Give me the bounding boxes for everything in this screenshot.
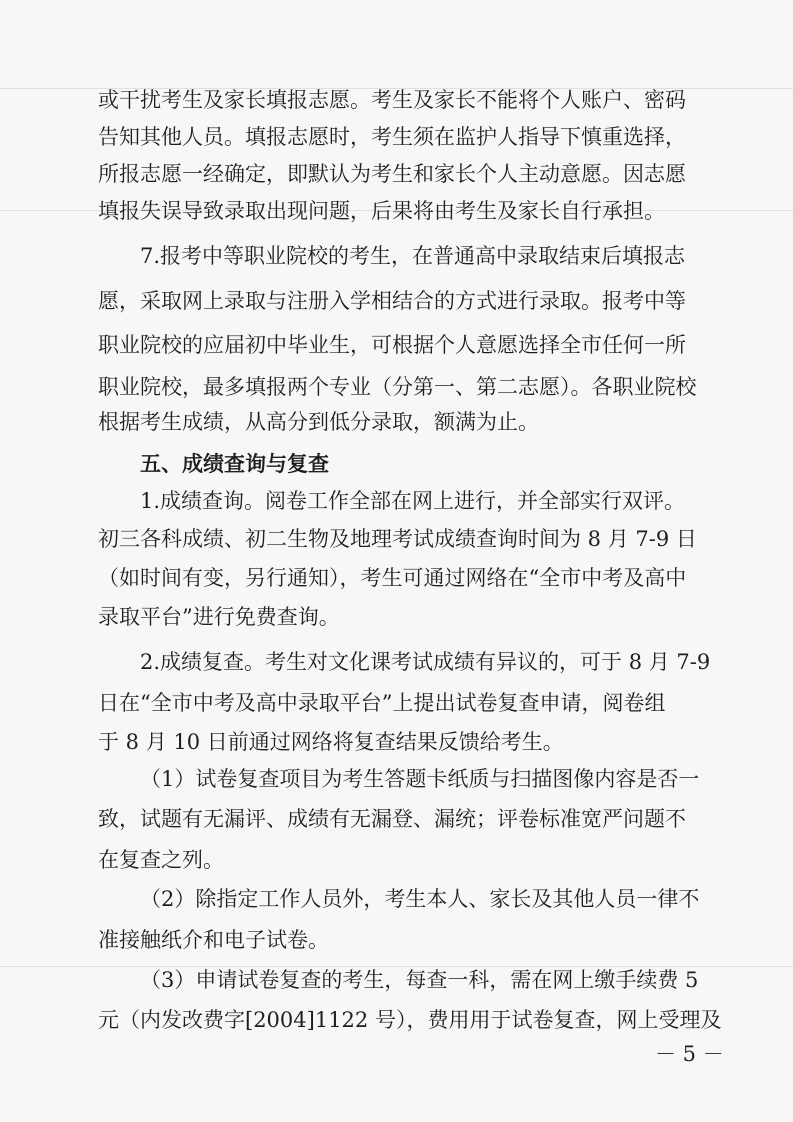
text-line: 日在“全市中考及高中录取平台”上提出试卷复查申请，阅卷组 <box>98 691 666 715</box>
text-line: 或干扰考生及家长填报志愿。考生及家长不能将个人账户、密码 <box>98 88 686 112</box>
text-line: 1.成绩查询。阅卷工作全部在网上进行，并全部实行双评。 <box>140 489 686 513</box>
text-line: （1）试卷复查项目为考生答题卡纸质与扫描图像内容是否一 <box>140 767 700 791</box>
page-number: － 5 － <box>655 1042 724 1066</box>
text-line: 职业院校的应届初中毕业生，可根据个人意愿选择全市任何一所 <box>98 333 686 357</box>
text-line: 致，试题有无漏评、成绩有无漏登、漏统；评卷标准宽严问题不 <box>98 807 686 831</box>
section-heading: 五、成绩查询与复查 <box>140 452 329 476</box>
text-line: 准接触纸介和电子试卷。 <box>98 928 329 952</box>
text-line: 填报失误导致录取出现问题，后果将由考生及家长自行承担。 <box>98 199 665 223</box>
text-line: 于 8 月 10 日前通过网络将复查结果反馈给考生。 <box>98 730 564 754</box>
text-line: 根据考生成绩，从高分到低分录取，额满为止。 <box>98 410 539 434</box>
text-line: 告知其他人员。填报志愿时，考生须在监护人指导下慎重选择， <box>98 125 686 149</box>
text-line: （3）申请试卷复查的考生，每查一科，需在网上缴手续费 5 <box>140 968 699 992</box>
text-line: （2）除指定工作人员外，考生本人、家长及其他人员一律不 <box>140 887 700 911</box>
text-line: 录取平台”进行免费查询。 <box>98 605 340 629</box>
text-line: 2.成绩复查。考生对文化课考试成绩有异议的，可于 8 月 7-9 <box>140 650 711 674</box>
text-line: （如时间有变，另行通知），考生可通过网络在“全市中考及高中 <box>98 566 687 590</box>
text-line: 7.报考中等职业院校的考生，在普通高中录取结束后填报志 <box>140 244 686 268</box>
text-line: 元（内发改费字[2004]1122 号），费用用于试卷复查，网上受理及 <box>98 1008 722 1032</box>
text-line: 愿，采取网上录取与注册入学相结合的方式进行录取。报考中等 <box>98 289 686 313</box>
text-line: 所报志愿一经确定，即默认为考生和家长个人主动意愿。因志愿 <box>98 162 686 186</box>
text-line: 初三各科成绩、初二生物及地理考试成绩查询时间为 8 月 7-9 日 <box>98 527 697 551</box>
scan-artifact <box>0 966 793 967</box>
text-line: 职业院校，最多填报两个专业（分第一、第二志愿）。各职业院校 <box>98 375 697 399</box>
text-line: 在复查之列。 <box>98 848 224 872</box>
